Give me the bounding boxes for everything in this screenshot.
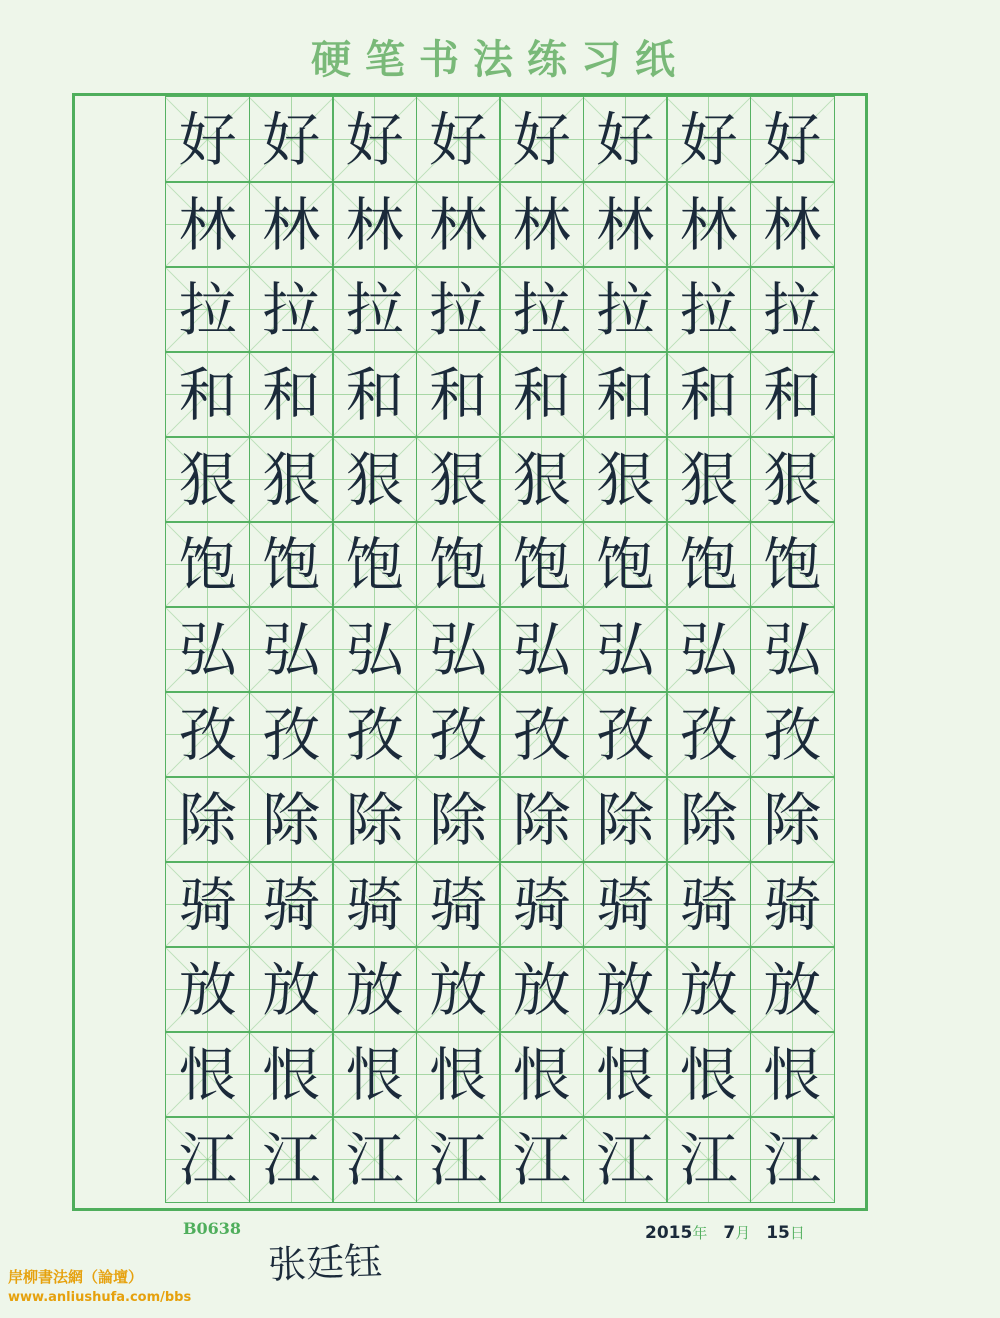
grid-cell [165, 1031, 250, 1118]
practice-character: 狠 [345, 445, 404, 514]
practice-character: 和 [345, 360, 404, 429]
grid-cell [750, 691, 835, 778]
practice-character: 孜 [763, 700, 822, 769]
practice-character: 弘 [596, 615, 655, 684]
practice-character: 狠 [178, 445, 237, 514]
practice-character: 狠 [429, 445, 488, 514]
practice-character: 骑 [763, 870, 822, 939]
grid-cell [583, 1116, 668, 1203]
practice-character: 放 [178, 955, 237, 1024]
practice-character: 和 [763, 360, 822, 429]
grid-cell [499, 776, 584, 863]
practice-character: 拉 [262, 275, 321, 344]
grid-cell [416, 946, 501, 1033]
grid-cell [499, 1031, 584, 1118]
practice-character: 拉 [178, 275, 237, 344]
practice-character: 饱 [763, 530, 822, 599]
practice-character: 骑 [345, 870, 404, 939]
practice-character: 江 [178, 1125, 237, 1194]
practice-character: 除 [262, 785, 321, 854]
practice-character: 狠 [763, 445, 822, 514]
grid-cell [499, 946, 584, 1033]
practice-character: 江 [429, 1125, 488, 1194]
grid-cell [416, 1031, 501, 1118]
practice-character: 恨 [429, 1040, 488, 1109]
practice-grid [166, 97, 834, 1202]
grid-cell [416, 181, 501, 268]
grid-cell [583, 96, 668, 183]
practice-character: 好 [345, 105, 404, 174]
grid-cell [165, 266, 250, 353]
grid-cell [750, 521, 835, 608]
grid-cell [499, 266, 584, 353]
grid-cell [165, 1116, 250, 1203]
practice-character: 江 [596, 1125, 655, 1194]
practice-character: 好 [262, 105, 321, 174]
practice-character: 除 [178, 785, 237, 854]
grid-cell [666, 606, 751, 693]
practice-character: 林 [262, 190, 321, 259]
grid-cell [249, 436, 334, 523]
practice-character: 林 [512, 190, 571, 259]
grid-cell [249, 691, 334, 778]
grid-cell [583, 266, 668, 353]
practice-character: 林 [679, 190, 738, 259]
grid-cell [750, 1116, 835, 1203]
grid-cell [416, 1116, 501, 1203]
practice-character: 骑 [596, 870, 655, 939]
practice-character: 好 [596, 105, 655, 174]
grid-cell [499, 1116, 584, 1203]
practice-character: 弘 [429, 615, 488, 684]
practice-character: 放 [512, 955, 571, 1024]
grid-cell [666, 946, 751, 1033]
practice-character: 恨 [262, 1040, 321, 1109]
grid-cell [249, 1031, 334, 1118]
sheet-code: B0638 [183, 1219, 242, 1238]
grid-cell [666, 96, 751, 183]
grid-cell [332, 351, 417, 438]
grid-cell [165, 96, 250, 183]
grid-cell [416, 691, 501, 778]
grid-cell [750, 776, 835, 863]
practice-character: 恨 [596, 1040, 655, 1109]
grid-cell [332, 181, 417, 268]
practice-character: 放 [679, 955, 738, 1024]
practice-character: 拉 [596, 275, 655, 344]
grid-cell [750, 96, 835, 183]
grid-cell [499, 861, 584, 948]
practice-character: 好 [763, 105, 822, 174]
grid-cell [750, 606, 835, 693]
practice-character: 拉 [679, 275, 738, 344]
practice-character: 恨 [512, 1040, 571, 1109]
grid-cell [666, 351, 751, 438]
grid-cell [583, 946, 668, 1033]
date-field [645, 1222, 805, 1243]
grid-cell [499, 606, 584, 693]
practice-character: 林 [345, 190, 404, 259]
grid-cell [499, 96, 584, 183]
grid-cell [416, 606, 501, 693]
practice-character: 弘 [512, 615, 571, 684]
grid-cell [583, 181, 668, 268]
grid-cell [249, 351, 334, 438]
practice-character: 恨 [763, 1040, 822, 1109]
practice-character: 除 [679, 785, 738, 854]
practice-character: 林 [596, 190, 655, 259]
grid-cell [666, 266, 751, 353]
grid-cell [750, 266, 835, 353]
grid-cell [249, 181, 334, 268]
grid-cell [249, 776, 334, 863]
grid-cell [332, 946, 417, 1033]
practice-character: 好 [679, 105, 738, 174]
grid-cell [666, 521, 751, 608]
practice-character: 骑 [679, 870, 738, 939]
grid-cell [332, 606, 417, 693]
practice-character: 狠 [596, 445, 655, 514]
practice-character: 江 [512, 1125, 571, 1194]
grid-cell [165, 521, 250, 608]
signature: 张廷钰 [267, 1239, 383, 1287]
grid-cell [666, 1031, 751, 1118]
grid-cell [249, 266, 334, 353]
practice-character: 放 [262, 955, 321, 1024]
grid-cell [416, 266, 501, 353]
grid-cell [666, 691, 751, 778]
practice-character: 孜 [345, 700, 404, 769]
practice-character: 除 [596, 785, 655, 854]
practice-character: 除 [512, 785, 571, 854]
grid-cell [416, 351, 501, 438]
grid-cell [165, 606, 250, 693]
practice-character: 狠 [262, 445, 321, 514]
grid-cell [332, 96, 417, 183]
grid-cell [583, 1031, 668, 1118]
grid-cell [165, 861, 250, 948]
grid-cell [750, 181, 835, 268]
practice-character: 饱 [262, 530, 321, 599]
practice-character: 孜 [178, 700, 237, 769]
date-day: 15 [766, 1223, 790, 1243]
grid-cell [750, 436, 835, 523]
date-year-unit: 年 [692, 1224, 708, 1242]
grid-cell [332, 861, 417, 948]
grid-cell [750, 1031, 835, 1118]
practice-character: 骑 [262, 870, 321, 939]
grid-cell [499, 181, 584, 268]
practice-character: 和 [429, 360, 488, 429]
practice-character: 狠 [679, 445, 738, 514]
practice-character: 除 [345, 785, 404, 854]
grid-cell [416, 861, 501, 948]
grid-cell [750, 861, 835, 948]
practice-character: 饱 [345, 530, 404, 599]
date-day-unit: 日 [789, 1224, 805, 1242]
grid-cell [332, 436, 417, 523]
practice-character: 弘 [178, 615, 237, 684]
practice-character: 拉 [345, 275, 404, 344]
grid-cell [750, 351, 835, 438]
grid-cell [666, 181, 751, 268]
grid-cell [499, 436, 584, 523]
practice-character: 除 [763, 785, 822, 854]
grid-cell [416, 436, 501, 523]
date-month-unit: 月 [735, 1224, 751, 1242]
grid-cell [249, 946, 334, 1033]
practice-character: 放 [596, 955, 655, 1024]
practice-character: 除 [429, 785, 488, 854]
grid-cell [416, 776, 501, 863]
practice-character: 弘 [679, 615, 738, 684]
practice-character: 弘 [345, 615, 404, 684]
grid-cell [666, 436, 751, 523]
grid-cell [583, 521, 668, 608]
grid-cell [332, 1116, 417, 1203]
grid-cell [165, 436, 250, 523]
practice-character: 饱 [429, 530, 488, 599]
grid-cell [165, 946, 250, 1033]
grid-cell [332, 691, 417, 778]
grid-cell [332, 1031, 417, 1118]
practice-character: 弘 [763, 615, 822, 684]
grid-cell [499, 691, 584, 778]
practice-character: 恨 [679, 1040, 738, 1109]
grid-cell [249, 521, 334, 608]
practice-character: 孜 [679, 700, 738, 769]
grid-cell [666, 776, 751, 863]
grid-cell [416, 521, 501, 608]
practice-character: 好 [512, 105, 571, 174]
date-year: 2015 [645, 1223, 693, 1243]
grid-cell [249, 1116, 334, 1203]
grid-cell [583, 436, 668, 523]
grid-cell [583, 691, 668, 778]
practice-character: 和 [262, 360, 321, 429]
grid-cell [249, 96, 334, 183]
grid-cell [249, 861, 334, 948]
grid-cell [165, 351, 250, 438]
practice-character: 江 [345, 1125, 404, 1194]
grid-cell [583, 606, 668, 693]
grid-cell [750, 946, 835, 1033]
practice-character: 拉 [512, 275, 571, 344]
grid-cell [583, 776, 668, 863]
practice-character: 饱 [178, 530, 237, 599]
grid-cell [666, 861, 751, 948]
grid-cell [165, 181, 250, 268]
practice-character: 和 [679, 360, 738, 429]
grid-cell [583, 861, 668, 948]
practice-character: 饱 [512, 530, 571, 599]
watermark-site-name: 岸柳書法網（論壇） [8, 1268, 144, 1286]
practice-character: 放 [345, 955, 404, 1024]
practice-character: 孜 [596, 700, 655, 769]
grid-cell [165, 691, 250, 778]
practice-character: 饱 [596, 530, 655, 599]
practice-character: 饱 [679, 530, 738, 599]
practice-character: 江 [262, 1125, 321, 1194]
practice-character: 林 [429, 190, 488, 259]
practice-character: 恨 [178, 1040, 237, 1109]
practice-character: 和 [178, 360, 237, 429]
practice-character: 林 [763, 190, 822, 259]
practice-character: 孜 [429, 700, 488, 769]
practice-character: 和 [596, 360, 655, 429]
grid-cell [332, 521, 417, 608]
practice-character: 江 [679, 1125, 738, 1194]
practice-character: 骑 [512, 870, 571, 939]
practice-character: 放 [429, 955, 488, 1024]
practice-character: 好 [429, 105, 488, 174]
practice-character: 江 [763, 1125, 822, 1194]
practice-character: 狠 [512, 445, 571, 514]
practice-character: 骑 [429, 870, 488, 939]
grid-cell [583, 351, 668, 438]
practice-character: 弘 [262, 615, 321, 684]
practice-character: 和 [512, 360, 571, 429]
grid-cell [499, 351, 584, 438]
practice-character: 孜 [512, 700, 571, 769]
practice-character: 拉 [429, 275, 488, 344]
practice-character: 孜 [262, 700, 321, 769]
grid-cell [332, 266, 417, 353]
practice-character: 放 [763, 955, 822, 1024]
page-title: 硬笔书法练习纸 [311, 36, 689, 83]
practice-character: 好 [178, 105, 237, 174]
grid-cell [165, 776, 250, 863]
practice-character: 骑 [178, 870, 237, 939]
grid-cell [499, 521, 584, 608]
practice-character: 恨 [345, 1040, 404, 1109]
watermark-url: www.anliushufa.com/bbs [8, 1290, 192, 1305]
grid-cell [249, 606, 334, 693]
practice-character: 拉 [763, 275, 822, 344]
grid-cell [666, 1116, 751, 1203]
date-month: 7 [723, 1223, 736, 1243]
practice-character: 林 [178, 190, 237, 259]
grid-cell [416, 96, 501, 183]
grid-cell [332, 776, 417, 863]
